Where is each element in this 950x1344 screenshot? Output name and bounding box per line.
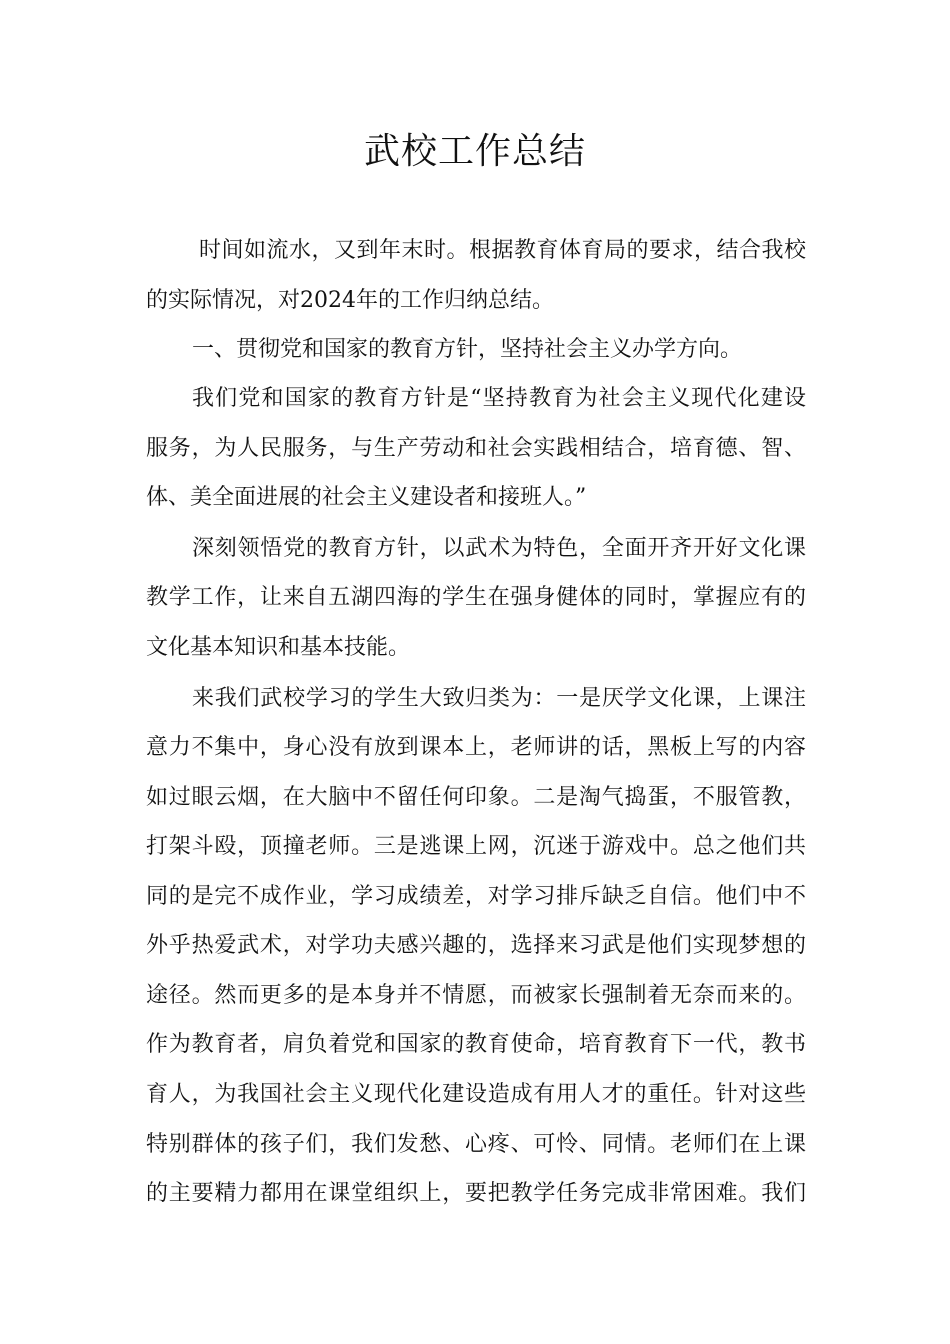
text-line: 同的是完不成作业，学习成绩差，对学习排斥缺乏自信。他们中不: [146, 884, 806, 909]
text-line: 来我们武校学习的学生大致归类为：一是厌学文化课，上课注: [192, 686, 806, 711]
text-line: 的实际情况，对2024年的工作归纳总结。: [146, 288, 554, 313]
section-heading: 一、贯彻党和国家的教育方针，坚持社会主义办学方向。: [192, 337, 743, 362]
text-line: 教学工作，让来自五湖四海的学生在强身健体的同时，掌握应有的: [146, 585, 806, 610]
text-line: 服务，为人民服务，与生产劳动和社会实践相结合，培育德、智、: [146, 436, 806, 461]
text-line: 打架斗殴，顶撞老师。三是逃课上网，沉迷于游戏中。总之他们共: [146, 834, 806, 859]
text-line: 作为教育者，肩负着党和国家的教育使命，培育教育下一代，教书: [146, 1032, 806, 1057]
text-line: 如过眼云烟，在大脑中不留任何印象。二是淘气捣蛋，不服管教，: [146, 785, 806, 810]
text-line: 外乎热爱武术，对学功夫感兴趣的，选择来习武是他们实现梦想的: [146, 933, 806, 958]
text-line: 途径。然而更多的是本身并不情愿，而被家长强制着无奈而来的。: [146, 983, 806, 1008]
text-line: 育人，为我国社会主义现代化建设造成有用人才的重任。针对这些: [146, 1082, 806, 1107]
text-line: 时间如流水，又到年末时。根据教育体育局的要求，结合我校: [199, 238, 806, 263]
text-line: 的主要精力都用在课堂组织上，要把教学任务完成非常困难。我们: [146, 1181, 806, 1206]
text-line: 我们党和国家的教育方针是“坚持教育为社会主义现代化建设: [192, 386, 806, 411]
text-line: 文化基本知识和基本技能。: [146, 635, 411, 660]
text-line: 特别群体的孩子们，我们发愁、心疼、可怜、同情。老师们在上课: [146, 1132, 806, 1157]
text-line: 意力不集中，身心没有放到课本上，老师讲的话，黑板上写的内容: [146, 735, 806, 760]
text-line: 体、美全面进展的社会主义建设者和接班人。”: [146, 485, 587, 510]
document-title: 武校工作总结: [363, 131, 586, 172]
text-line: 深刻领悟党的教育方针，以武术为特色，全面开齐开好文化课: [192, 536, 806, 561]
